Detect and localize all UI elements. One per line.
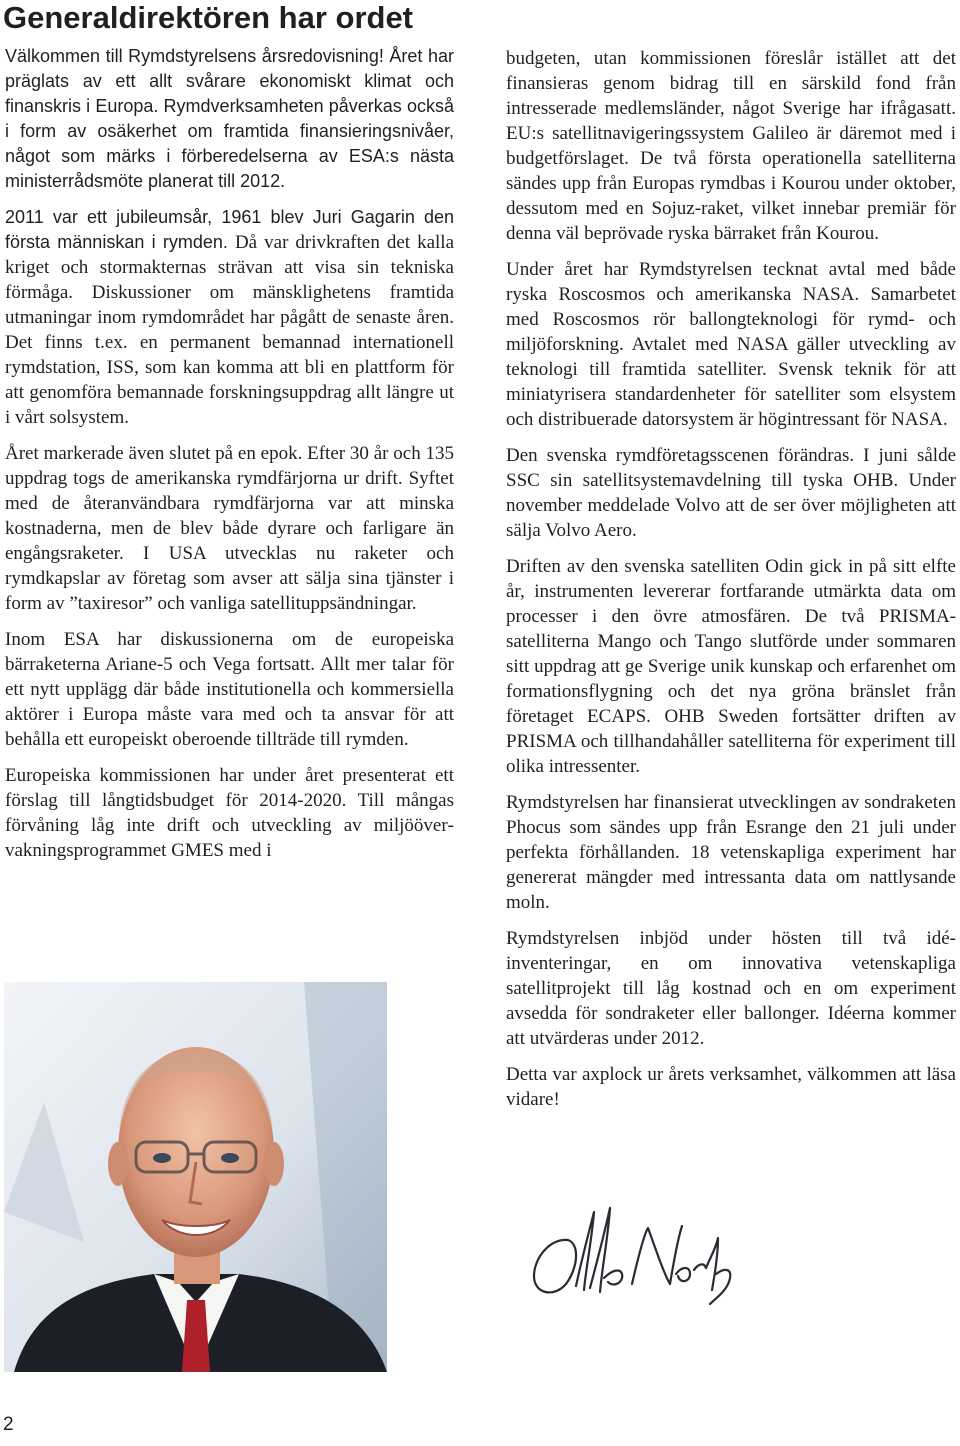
- body-paragraph-agreements: Under året har Rymdstyrelsen tecknat avtal med både ryska Roscosmos och amerikanska NASA. Samarbetet med Roscosmos rör ballongteknologi för rymd- och miljöforskning. Avtalet med NASA gäller utveckling av teknologi till framtida satelliter. Svensk teknik för att miniatyrisera standardenheter för satelliter som elsystem och distribuerade datorsystem är högintressant för NASA.: [506, 259, 956, 430]
- left-column: [5, 44, 454, 874]
- body-paragraph-commission: Europeiska kommissionen har under året presenterat ett förslag till långtidsbudget för 2014-2020. Till mångas förvåning låg inte drift och utveckling av miljöövervakningsprogrammet GMES med i: [5, 765, 454, 861]
- body-paragraph-budget: budgeten, utan kommissionen föreslår istället att det finansieras genom bidrag till en särskild fond från intresserade medlemsländer, något Sverige har ifrågasatt. EU:s satellitnavigeringssystem Galileo är däremot med i budgetförslaget. De två första operationella satelliterna sändes upp från Europas rymdbas i Kourou under oktober, dessutom med en Sojuz-raket, vilket innebar premiär för denna väl beprövade ryska bärraket från Kourou.: [506, 48, 956, 244]
- jubilee-lead-text: 2011 var ett jubileumsår, 1961 blev Juri Gagarin den första människan i rymden.: [5, 207, 454, 252]
- body-paragraph-esa: Inom ESA har diskussionerna om de europeiska bärraketerna Ariane-5 och Vega fortsatt. Allt mer talar för ett nytt upplägg där både institutionella och kommersiella aktörer i Europa måste vara med och ta ansvar för att behålla ett europeiskt oberoende tillträde till rymden.: [5, 629, 454, 750]
- body-paragraph-shuttle: Året markerade även slutet på en epok. Efter 30 år och 135 uppdrag togs de amerikanska rymdfärjorna ur drift. Syftet med de återanvändbara rymdfärjorna var att minska kostnaderna, men de blev både dyrare och farligare än engångsraketer. I USA utvecklas nu raketer och rymdkapslar av företag som avser att sälja sina tjänster i form av ”taxiresor” och vanliga satellituppsändningar.: [5, 443, 454, 614]
- page-number: 2: [3, 1414, 14, 1435]
- signature: [520, 1198, 740, 1308]
- body-paragraph-sounding-rocket: Rymdstyrelsen har finansierat utvecklingen av sondraketen Phocus som sändes upp från Esrange den 21 juli under perfekta förhållanden. 18 vetenskapliga experiment har genererat mängder med intressanta data om nattlysande moln.: [506, 792, 956, 913]
- body-paragraph-jubilee: [5, 205, 454, 430]
- portrait-photo: [4, 982, 387, 1372]
- intro-paragraph: Välkommen till Rymdstyrelsens årsredovisning! Året har präglats av ett allt svårare ekonomiskt klimat och finanskris i Europa. Rymdverksamheten påverkas också i form av osäkerhet om framtida finansieringsnivåer, något som märks i förberedelserna av ESA:s nästa ministerrådsmöte planerat till 2012.: [5, 46, 454, 191]
- body-paragraph-idea-inventory: Rymdstyrelsen inbjöd under hösten till två idéinventeringar, en om innovativa vetenskapliga satellitprojekt till låg kostnad och en om experiment avsedda för sondraketer eller ballonger. Idéerna kommer att utvärderas under 2012.: [506, 928, 956, 1049]
- body-paragraph-satellites: Driften av den svenska satelliten Odin gick in på sitt elfte år, instrumenten levererar fortfarande utmärkta data om processer i den övre atmosfären. De två PRISMA-satelliterna Mango och Tango slutförde under sommaren sitt uppdrag att ge Sverige unik kunskap och erfarenhet om formationsflygning och det nya gröna bränslet från företaget ECAPS. OHB Sweden fortsätter driften av PRISMA och tillhandahåller satelliterna för experiment till olika intressenter.: [506, 556, 956, 777]
- closing-paragraph: Detta var axplock ur årets verksamhet, välkommen att läsa vidare!: [506, 1064, 956, 1110]
- jubilee-continued-text: Då var drivkraften det kalla kriget och stormakternas strävan att visa sin tekniska förmåga. Diskussioner om mänsklighetens framtida utmaningar inom rymdområdet har pågått de senaste åren. Det finns t.ex. en permanent bemannad internationell rymdstation, ISS, som kan komma att bli en plattform för att genomföra bemannade forskningsuppdrag allt längre ut i vårt solsystem.: [5, 232, 455, 428]
- body-paragraph-industry: Den svenska rymdföretagsscenen förändras. I juni sålde SSC sin satellitsystemavdelning till tyska OHB. Under november meddelade Volvo att de ser över möjligheten att sälja Volvo Aero.: [506, 445, 956, 541]
- page-title: Generaldirektören har ordet: [3, 0, 414, 35]
- right-column: [506, 46, 956, 1123]
